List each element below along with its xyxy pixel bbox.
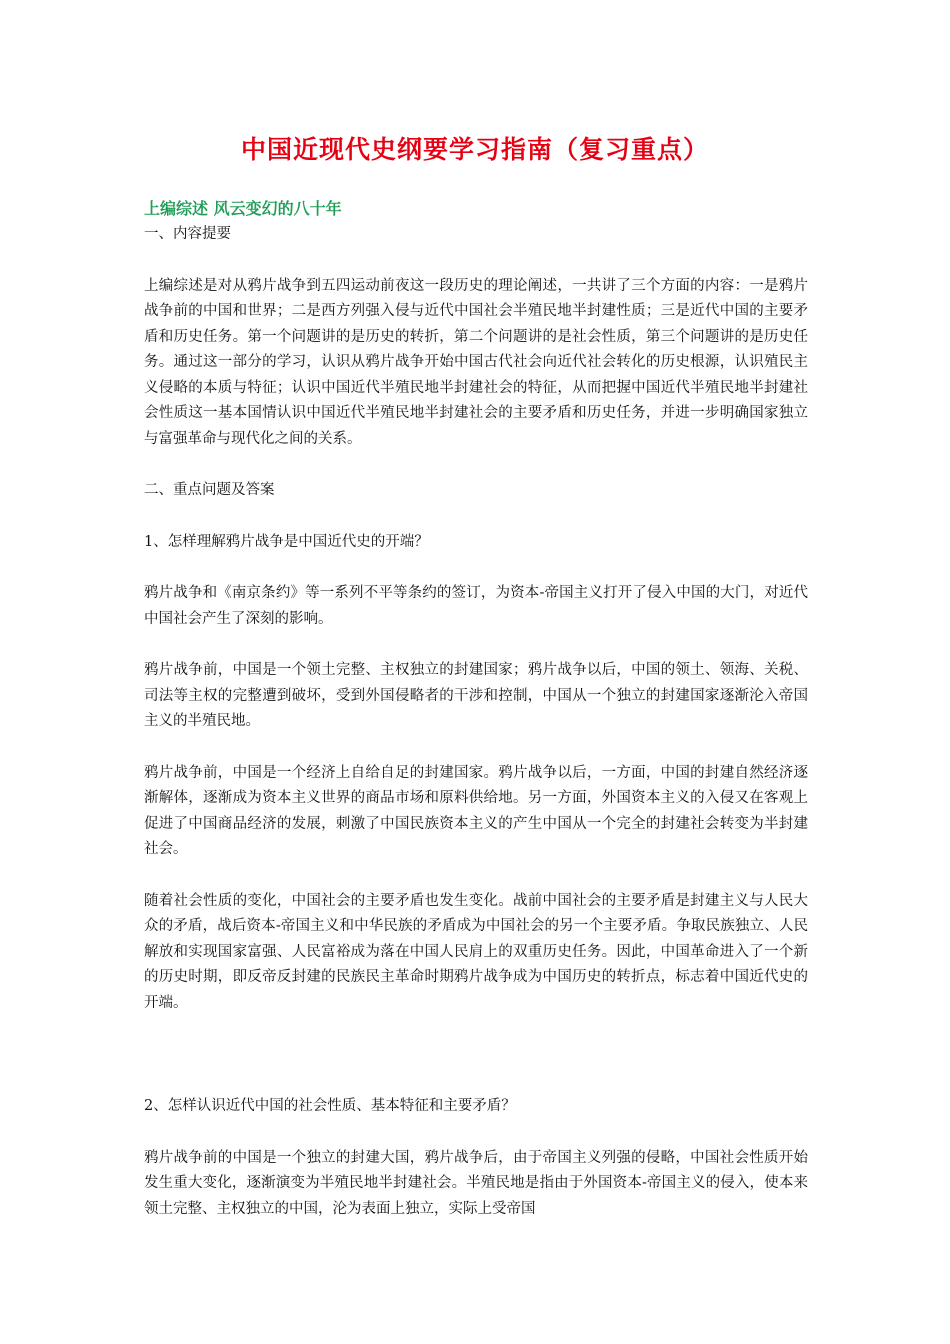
subsection-heading-questions: 二、重点问题及答案 [144, 482, 275, 498]
answer-2-paragraph-1: 鸦片战争前的中国是一个独立的封建大国，鸦片战争后，由于帝国主义列强的侵略，中国社会性质开始发生重大变化，逐渐演变为半殖民地半封建社会。半殖民地是指由于外国资本-帝国主义的侵入，使本来领土完整、主权独立的中国，沦为表面上独立，实际上受帝国 [144, 1149, 808, 1217]
answer-1-paragraph-2: 鸦片战争前，中国是一个领土完整、主权独立的封建国家；鸦片战争以后，中国的领土、领海、关税、司法等主权的完整遭到破坏，受到外国侵略者的干涉和控制，中国从一个独立的封建国家逐渐沦入帝国主义的半殖民地。 [144, 662, 808, 729]
answer-1-paragraph-4: 随着社会性质的变化，中国社会的主要矛盾也发生变化。战前中国社会的主要矛盾是封建主义与人民大众的矛盾，战后资本-帝国主义和中华民族的矛盾成为中国社会的另一个主要矛盾。争取民族独立、人民解放和实现国家富强、人民富裕成为落在中国人民肩上的双重历史任务。因此，中国革命进入了一个新的历史时期，即反帝反封建的民族民主革命时期鸦片战争成为中国历史的转折点，标志着中国近代史的开端。 [144, 892, 808, 1011]
answer-1-paragraph-1: 鸦片战争和《南京条约》等一系列不平等条约的签订，为资本-帝国主义打开了侵入中国的大门，对近代中国社会产生了深刻的影响。 [144, 585, 808, 627]
answer-1-paragraph-3: 鸦片战争前，中国是一个经济上自给自足的封建国家。鸦片战争以后，一方面，中国的封建自然经济逐渐解体，逐渐成为资本主义世界的商品市场和原料供给地。另一方面，外国资本主义的入侵又在客观上促进了中国商品经济的发展，刺激了中国民族资本主义的产生中国从一个完全的封建社会转变为半封建社会。 [144, 764, 808, 857]
document-body [144, 196, 808, 1222]
document-title: 中国近现代史纲要学习指南（复习重点） [240, 135, 709, 164]
section-heading: 上编综述 风云变幻的八十年 [144, 199, 342, 218]
intro-paragraph: 上编综述是对从鸦片战争到五四运动前夜这一段历史的理论阐述，一共讲了三个方面的内容：一是鸦片战争前的中国和世界；二是西方列强入侵与近代中国社会半殖民地半封建性质；三是近代中国的主要矛盾和历史任务。第一个问题讲的是历史的转折，第二个问题讲的是社会性质，第三个问题讲的是历史任务。通过这一部分的学习，认识从鸦片战争开始中国古代社会向近代社会转化的历史根源，认识殖民主义侵略的本质与特征；认识中国近代半殖民地半封建社会的特征，从而把握中国近代半殖民地半封建社会性质这一基本国情认识中国近代半殖民地半封建社会的主要矛盾和历史任务，并进一步明确国家独立与富强革命与现代化之间的关系。 [144, 277, 808, 447]
subsection-heading-summary: 一、内容提要 [144, 226, 231, 242]
question-2: 2、怎样认识近代中国的社会性质、基本特征和主要矛盾？ [144, 1098, 516, 1114]
question-1: 1、怎样理解鸦片战争是中国近代史的开端？ [144, 533, 429, 550]
